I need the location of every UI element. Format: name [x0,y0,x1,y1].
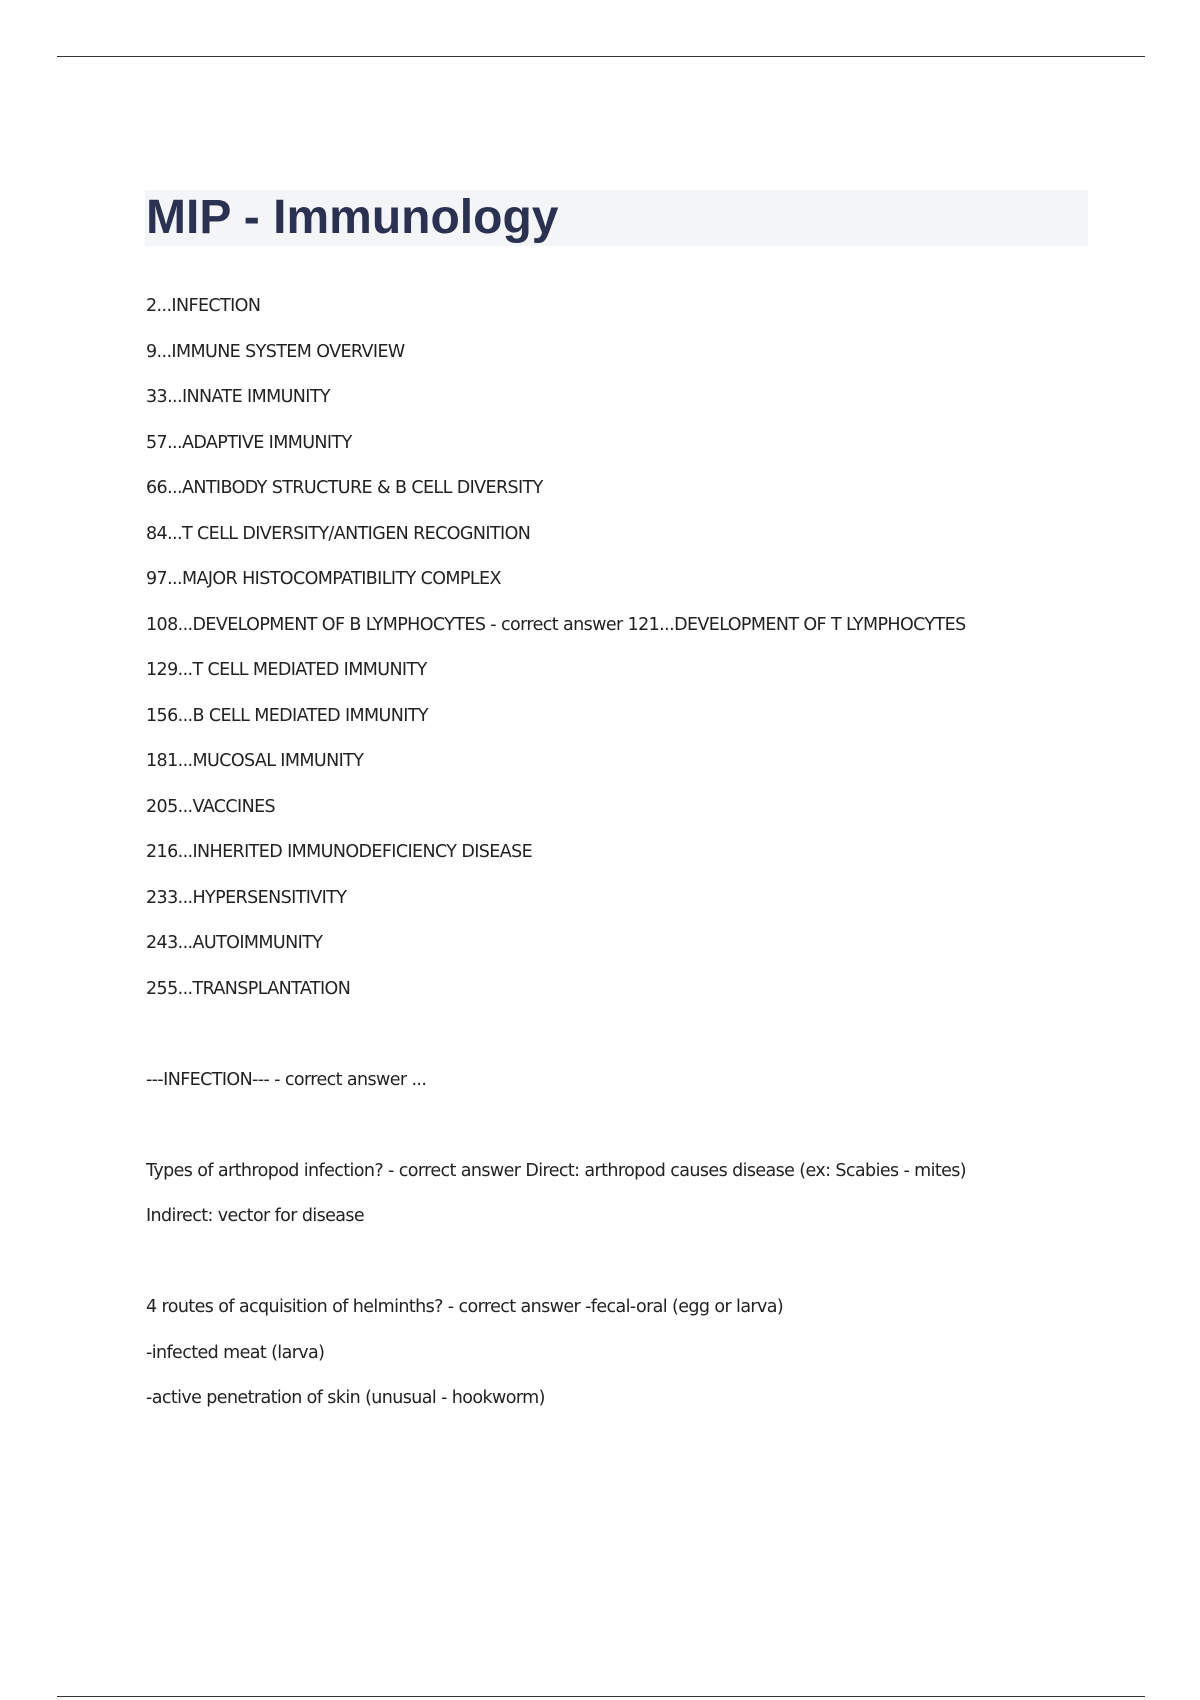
toc-item: 97...MAJOR HISTOCOMPATIBILITY COMPLEX [146,569,501,589]
toc-item: 2...INFECTION [146,296,261,316]
toc-item: 181...MUCOSAL IMMUNITY [146,751,364,771]
toc-item: 255...TRANSPLANTATION [146,978,351,999]
spacer [146,1248,1106,1294]
toc-item: 205...VACCINES [146,796,276,817]
toc-item: 57...ADAPTIVE IMMUNITY [146,432,352,453]
qa-line: -active penetration of skin (unusual - hookworm) [146,1388,545,1408]
qa-line: 4 routes of acquisition of helminths? - correct answer -fecal-oral (egg or larva) [146,1297,784,1317]
qa-item-arthropod [146,1157,1106,1248]
table-of-contents [146,292,1106,1020]
spacer [146,1020,1106,1066]
document-title: MIP - Immunology [146,191,559,244]
toc-item: 243...AUTOIMMUNITY [146,933,323,953]
qa-line: Indirect: vector for disease [146,1206,365,1226]
toc-item: 108...DEVELOPMENT OF B LYMPHOCYTES - correct answer 121...DEVELOPMENT OF T LYMPHOCYTES [146,614,966,635]
qa-line: -infected meat (larva) [146,1342,325,1363]
toc-item: 84...T CELL DIVERSITY/ANTIGEN RECOGNITION [146,523,531,544]
qa-line: Types of arthropod infection? - correct answer Direct: arthropod causes disease (ex: Scabies - mites) [146,1160,967,1181]
document-body [146,292,1106,1430]
footer-rule [57,1696,1145,1697]
toc-item: 233...HYPERSENSITIVITY [146,887,347,908]
toc-item: 9...IMMUNE SYSTEM OVERVIEW [146,341,405,362]
qa-item-helminths [146,1293,1106,1430]
spacer [146,1111,1106,1157]
toc-item: 129...T CELL MEDIATED IMMUNITY [146,660,427,680]
toc-item: 66...ANTIBODY STRUCTURE & B CELL DIVERSITY [146,478,543,498]
header-rule [57,56,1145,57]
toc-item: 33...INNATE IMMUNITY [146,387,331,407]
toc-item: 216...INHERITED IMMUNODEFICIENCY DISEASE [146,842,533,862]
toc-item: 156...B CELL MEDIATED IMMUNITY [146,705,428,726]
section-heading: ---INFECTION--- - correct answer ... [146,1069,427,1090]
